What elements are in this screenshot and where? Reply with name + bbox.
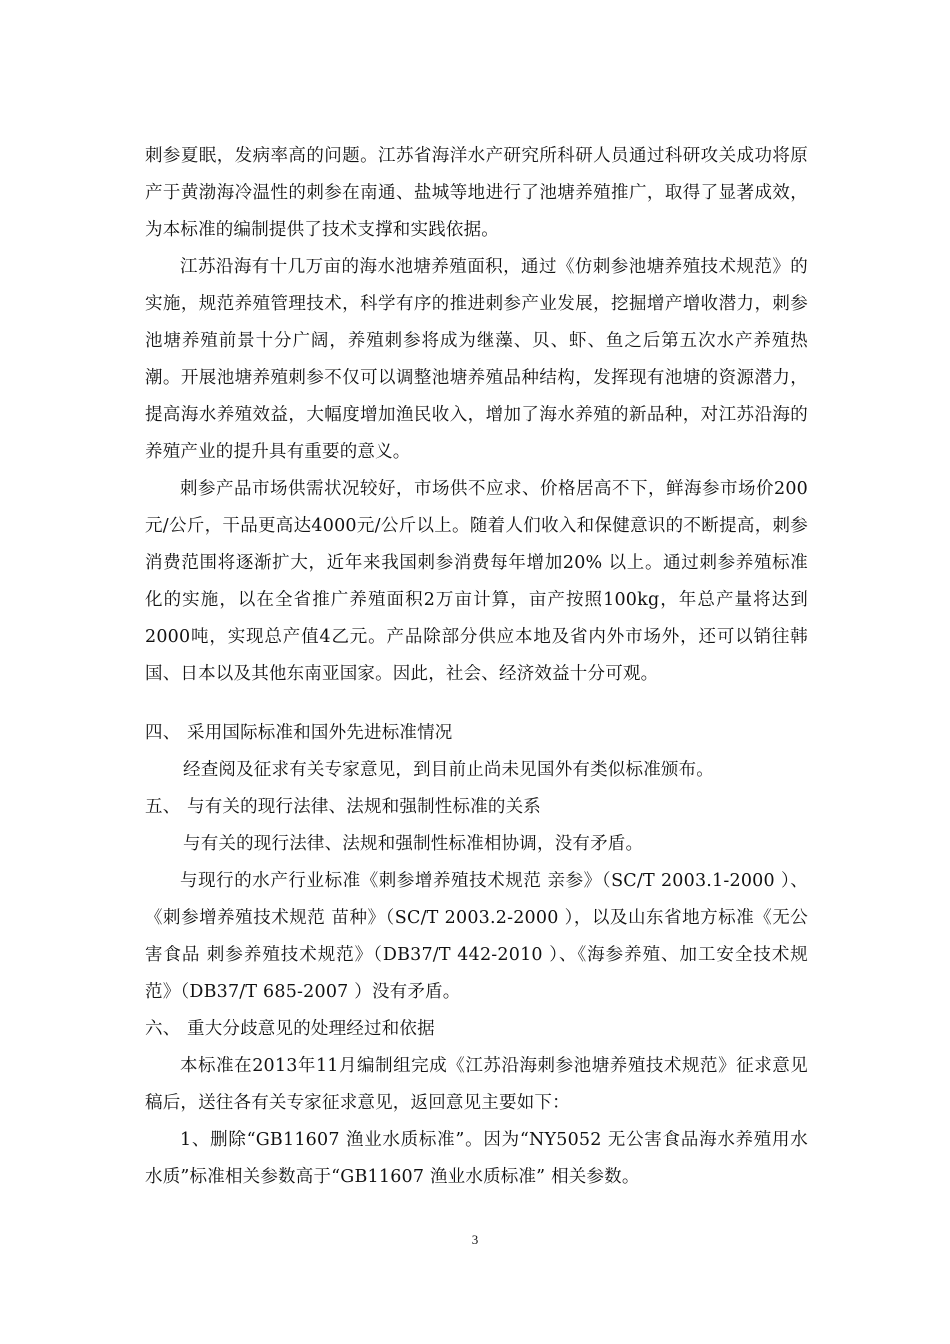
- section-body-4: 经查阅及征求有关专家意见，到目前止尚未见国外有类似标准颁布。: [183, 760, 714, 780]
- section-number-5: 五、: [145, 797, 181, 817]
- section-title-5: 与有关的现行法律、法规和强制性标准的关系: [187, 797, 541, 817]
- paragraph-coastal-ponds: 江苏沿海有十几万亩的海水池塘养殖面积，通过《仿刺参池塘养殖技术规范》的实施，规范养殖管理技术，科学有序的推进刺参产业发展，挖掘增产增收潜力，刺参池塘养殖前景十分广阔，养殖刺参将成为继藻、贝、虾、鱼之后第五次水产养殖热潮。开展池塘养殖刺参不仅可以调整池塘养殖品种结构，发挥现有池塘的资源潜力，提高海水养殖效益，大幅度增加渔民收入，增加了海水养殖的新品种，对江苏沿海的养殖产业的提升具有重要的意义。: [145, 257, 808, 462]
- section-heading-4: [145, 715, 808, 752]
- section-body-6: 本标准在2013年11月编制组完成《江苏沿海刺参池塘养殖技术规范》征求意见稿后，送往各有关专家征求意见，返回意见主要如下：: [145, 1056, 808, 1113]
- content-block-sections: [145, 715, 808, 1196]
- section-body-5-standards: 与现行的水产行业标准《刺参增养殖技术规范 亲参》（SC/T 2003.1-2000 ）、《刺参增养殖技术规范 苗种》（SC/T 2003.2-2000 ），以及山东省地方标准《无公害食品 刺参养殖技术规范》（DB37/T 442-2010 ）、《海参养殖、加工安全技术规范》（DB37/T 685-2007 ）没有矛盾。: [145, 871, 808, 1002]
- section-title-6: 重大分歧意见的处理经过和依据: [187, 1019, 435, 1039]
- section-number-4: 四、: [145, 723, 181, 743]
- page-number: 3: [471, 1232, 479, 1247]
- section-heading-6: [145, 1011, 808, 1048]
- section-body-6-item-1: 1、删除“GB11607 渔业水质标准”。因为“NY5052 无公害食品海水养殖用水水质”标准相关参数高于“GB11607 渔业水质标准” 相关参数。: [145, 1130, 808, 1187]
- section-number-6: 六、: [145, 1019, 181, 1039]
- content-block-top: [145, 138, 808, 693]
- paragraph-continuation: 刺参夏眠，发病率高的问题。江苏省海洋水产研究所科研人员通过科研攻关成功将原产于黄渤海冷温性的刺参在南通、盐城等地进行了池塘养殖推广，取得了显著成效，为本标准的编制提供了技术支撑和实践依据。: [145, 146, 808, 240]
- section-body-5: 与有关的现行法律、法规和强制性标准相协调，没有矛盾。: [183, 834, 644, 854]
- section-heading-5: [145, 789, 808, 826]
- paragraph-market: 刺参产品市场供需状况较好，市场供不应求、价格居高不下，鲜海参市场价200元/公斤，干品更高达4000元/公斤以上。随着人们收入和保健意识的不断提高，刺参消费范围将逐渐扩大，近年来我国刺参消费每年增加20% 以上。通过刺参养殖标准化的实施，以在全省推广养殖面积2万亩计算，亩产按照100kg，年总产量将达到2000吨，实现总产值4乙元。产品除部分供应本地及省内外市场外，还可以销往韩国、日本以及其他东南亚国家。因此，社会、经济效益十分可观。: [145, 479, 808, 684]
- section-title-4: 采用国际标准和国外先进标准情况: [187, 723, 453, 743]
